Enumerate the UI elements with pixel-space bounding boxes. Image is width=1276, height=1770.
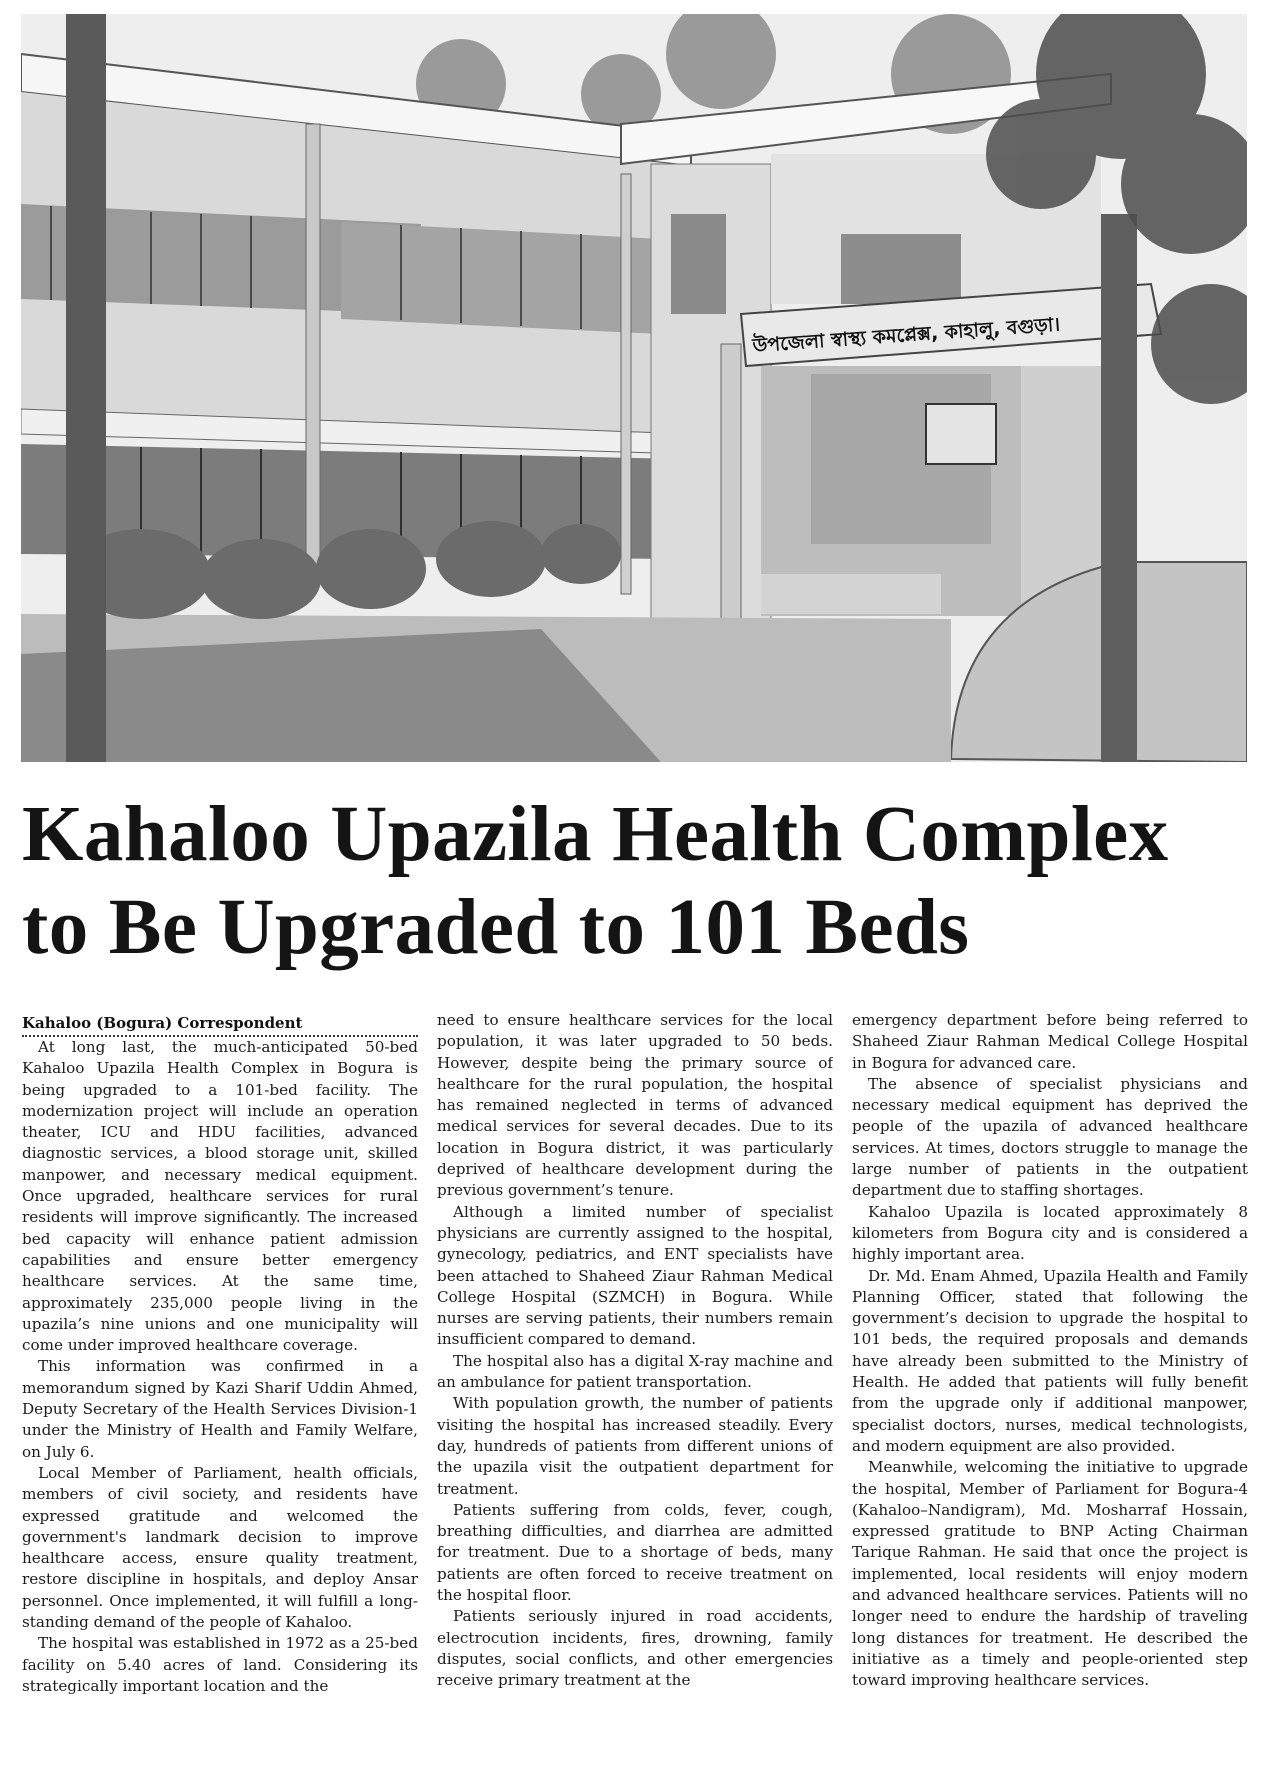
paragraph: Local Member of Parliament, health officials, members of civil society, and residents have expressed gratitude and welcomed the government's landmark decision to improve healthcare access, ensure quality treatment, restore discipline in hospitals, and deploy Ansar personnel. Once implemented, it will fulfill a long-standing demand of the people of Kahaloo.	[22, 1463, 418, 1632]
column-1	[22, 1010, 418, 1758]
paragraph: Dr. Md. Enam Ahmed, Upazila Health and Family Planning Officer, stated that following the government’s decision to upgrade the hospital to 101 beds, the required proposals and demands have already been submitted to the Ministry of Health. He added that patients will fully benefit from the upgrade only if additional manpower, specialist doctors, nurses, medical technologists, and modern equipment are also provided.	[852, 1266, 1248, 1455]
column-2	[437, 1010, 833, 1758]
paragraph: With population growth, the number of patients visiting the hospital has increased steadily. Every day, hundreds of patients from different unions of the upazila visit the outpatient department for treatment.	[437, 1394, 833, 1498]
paragraph: At long last, the much-anticipated 50-bed Kahaloo Upazila Health Complex in Bogura is being upgraded to a 101-bed facility. The modernization project will include an operation theater, ICU and HDU facilities, advanced diagnostic services, a blood storage unit, skilled manpower, and necessary medical equipment. Once upgraded, healthcare services for rural residents will improve significantly. The increased bed capacity will enhance patient admission capabilities and ensure better emergency healthcare services. At the same time, approximately 235,000 people living in the upazila’s nine unions and one municipality will come under improved healthcare coverage.	[22, 1038, 418, 1355]
paragraph: This information was confirmed in a memorandum signed by Kazi Sharif Uddin Ahmed, Deputy Secretary of the Health Services Division-1 under the Ministry of Health and Family Welfare, on July 6.	[22, 1357, 418, 1461]
paragraph: The hospital was established in 1972 as a 25-bed facility on 5.40 acres of land. Considering its strategically important location and the	[22, 1634, 418, 1695]
paragraph: Patients suffering from colds, fever, cough, breathing difficulties, and diarrhea are admitted for treatment. Due to a shortage of beds, many patients are often forced to receive treatment on the hospital floor.	[437, 1500, 833, 1605]
paragraph: Kahaloo Upazila is located approximately 8 kilometers from Bogura city and is considered a highly important area.	[852, 1202, 1248, 1264]
paragraph: Although a limited number of specialist physicians are currently assigned to the hospital, gynecology, pediatrics, and ENT specialists have been attached to Shaheed Ziaur Rahman Medical College Hospital (SZMCH) in Bogura. While nurses are serving patients, their numbers remain insufficient compared to demand.	[437, 1202, 833, 1349]
article-body	[22, 1010, 1248, 1758]
byline: Kahaloo (Bogura) Correspondent	[22, 1013, 418, 1037]
column-3	[852, 1010, 1248, 1758]
signboard-text: উপজেলা স্বাস্থ্য কমপ্লেক্স, কাহালু, বগুড়া।	[751, 313, 1061, 357]
headline-line-2: to Be Upgraded to 101 Beds	[22, 884, 970, 971]
article-headline	[22, 788, 1252, 974]
paragraph: emergency department before being referred to Shaheed Ziaur Rahman Medical College Hospital in Bogura for advanced care.	[852, 1011, 1248, 1072]
paragraph: The absence of specialist physicians and necessary medical equipment has deprived the people of the upazila of advanced healthcare services. At times, doctors struggle to manage the large number of patients in the outpatient department due to staffing shortages.	[852, 1074, 1248, 1200]
paragraph: The hospital also has a digital X-ray machine and an ambulance for patient transportation.	[437, 1351, 833, 1392]
paragraph: Patients seriously injured in road accidents, electrocution incidents, fires, drowning, family disputes, social conflicts, and other emergencies receive primary treatment at the	[437, 1607, 833, 1690]
paragraph: need to ensure healthcare services for the local population, it was later upgraded to 50 beds. However, despite being the primary source of healthcare for the rural population, the hospital has remained neglected in terms of advanced medical services for several decades. Due to its location in Bogura district, it was particularly deprived of healthcare development during the previous government’s tenure.	[437, 1011, 833, 1200]
hospital-photo	[21, 14, 1247, 762]
paragraph: Meanwhile, welcoming the initiative to upgrade the hospital, Member of Parliament for Bogura-4 (Kahaloo–Nandigram), Md. Mosharraf Hossain, expressed gratitude to BNP Acting Chairman Tarique Rahman. He said that once the project is implemented, local residents will enjoy modern and advanced healthcare services. Patients will no longer need to endure the hardship of traveling long distances for treatment. He described the initiative as a timely and people-oriented step toward improving healthcare services.	[852, 1458, 1248, 1690]
hospital-building-illustration	[21, 14, 1247, 762]
headline-line-1: Kahaloo Upazila Health Complex	[22, 791, 1169, 878]
